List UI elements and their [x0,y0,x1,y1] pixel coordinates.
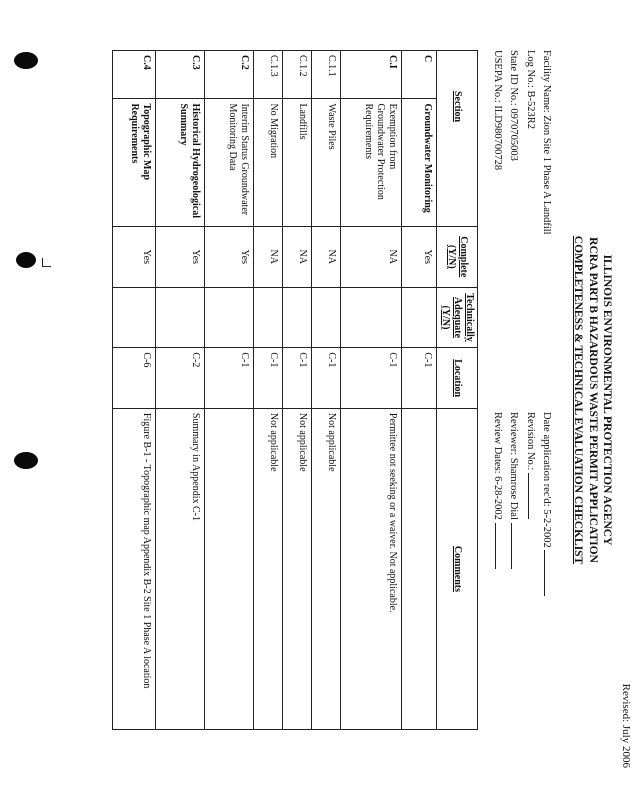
table-row [341,51,402,730]
row-section: Exemption from Groundwater Protection Requirements [341,99,402,227]
row-section: Groundwater Monitoring [402,99,437,227]
table-header-row [437,51,478,730]
row-id: C.2 [205,51,254,99]
row-location: C-1 [254,348,283,409]
row-location: C-1 [205,348,254,409]
col-technical: Technically Adequate (Y/N) [437,287,478,348]
col-complete: Complete (Y/N) [437,226,478,287]
row-id: C.1.1 [312,51,341,99]
row-location: C-6 [113,348,156,409]
row-section: Landfills [283,99,312,227]
row-location: C-1 [283,348,312,409]
col-section: Section [437,51,478,227]
checklist-table [112,50,478,730]
table-row [205,51,254,730]
checklist-title: COMPLETENESS & TECHNICAL EVALUATION CHECKLIST [572,235,585,565]
table-row [312,51,341,730]
row-id: C.4 [113,51,156,99]
review-dates: Review Dates: 6-28-2002 [492,412,504,520]
row-technical [341,287,402,348]
row-location: C-1 [402,348,437,409]
scan-mark [42,258,51,267]
facility-name: Facility Name: Zion Site 1 Phase A Landfill [541,50,552,235]
row-comments: Permittee not seeking or a waiver. Not applicable. [341,408,402,729]
row-technical [113,287,156,348]
row-complete: Yes [402,226,437,287]
row-technical [205,287,254,348]
table-row [113,51,156,730]
review-dates-blank [495,523,505,569]
rotated-page [72,20,636,780]
row-section: No Migration [254,99,283,227]
reviewer-blank [511,523,521,569]
revision-blank [528,473,538,519]
row-complete: Yes [205,226,254,287]
document-header [571,20,614,780]
date-received-blank [544,550,554,596]
revised-date: Revised: July 2006 [620,683,632,768]
row-comments [402,408,437,729]
row-location: C-1 [312,348,341,409]
row-complete: NA [312,226,341,287]
table-row [254,51,283,730]
row-location: C-2 [156,348,205,409]
row-comments: Not applicable [312,408,341,729]
facility-info [489,50,554,350]
row-technical [402,287,437,348]
review-info [489,412,554,712]
row-section: Historical Hydrogeological Summary [156,99,205,227]
table-row [156,51,205,730]
date-received: Date application rec'd: 5-2-2002 [541,412,552,548]
row-complete: NA [254,226,283,287]
row-id: C.1.3 [254,51,283,99]
binder-hole-top [14,52,38,69]
reviewer: Reviewer: Shamrose Dial [508,412,520,520]
table-row [402,51,437,730]
col-location: Location [437,348,478,409]
row-id: C.I [341,51,402,99]
table-row [283,51,312,730]
row-comments: Not applicable [283,408,312,729]
state-id: State ID No.: 0970705003 [508,50,520,161]
binder-hole-middle [16,252,36,268]
row-id: C.3 [156,51,205,99]
row-complete: Yes [113,226,156,287]
binder-hole-bottom [14,452,38,469]
application-title: RCRA PART B HAZARDOUS WASTE PERMIT APPLICATION [586,237,599,563]
row-comments: Summary in Appendix C-1 [156,408,205,729]
row-section: Waste Piles [312,99,341,227]
row-id: C.1.2 [283,51,312,99]
row-location: C-1 [341,348,402,409]
row-id: C [402,51,437,99]
row-complete: Yes [156,226,205,287]
revision-number: Revision No.: [524,412,536,471]
row-comments: Figure B-1 - Topographic map Appendix B-2 Site 1 Phase A location [113,408,156,729]
agency-title: ILLINOIS ENVIRONMENTAL PROTECTION AGENCY [601,254,613,546]
row-comments [205,408,254,729]
col-comments: Comments [437,408,478,729]
row-complete: NA [341,226,402,287]
usepa-number: USEPA No.: ILD980700728 [492,50,504,171]
log-number: Log No.: B-523R2 [524,50,536,130]
row-section: Topographic Map Requirements [113,99,156,227]
row-technical [156,287,205,348]
row-technical [283,287,312,348]
row-complete: NA [283,226,312,287]
row-comments: Not applicable [254,408,283,729]
row-technical [254,287,283,348]
row-technical [312,287,341,348]
row-section: Interim Status Groundwater Monitoring Data [205,99,254,227]
